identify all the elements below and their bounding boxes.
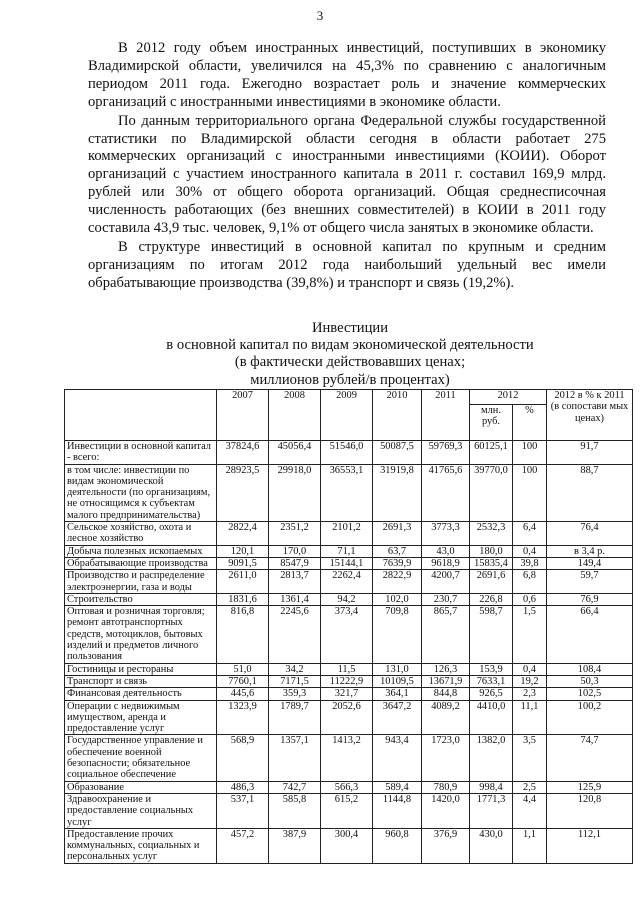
table-cell: 4089,2 <box>422 700 470 735</box>
table-cell: 943,4 <box>373 735 422 781</box>
table-cell: 1420,0 <box>422 793 470 828</box>
table-cell: 102,5 <box>547 688 633 700</box>
page-number: 3 <box>316 8 324 23</box>
table-cell: 15144,1 <box>321 557 373 569</box>
table-cell: 120,8 <box>547 793 633 828</box>
row-label: Сельское хозяйство, охота и лесное хозяйство <box>65 522 217 546</box>
table-row <box>65 593 633 605</box>
table-cell: 2822,9 <box>373 570 422 594</box>
table-cell: 7171,5 <box>269 675 321 687</box>
row-label: Добыча полезных ископаемых <box>65 545 217 557</box>
table-cell: 66,4 <box>547 606 633 663</box>
table-row <box>65 700 633 735</box>
table-cell: 3773,3 <box>422 522 470 546</box>
row-label: Предоставление прочих коммунальных, социальных и персональных услуг <box>65 828 217 863</box>
table-cell: 1144,8 <box>373 793 422 828</box>
table-cell: 11,1 <box>513 700 547 735</box>
investment-table <box>64 389 633 864</box>
header-percent: % <box>513 405 547 441</box>
row-label: Оптовая и розничная торговля; ремонт автотранспортных средств, мотоциклов, бытовых изделий и предметов личного пользования <box>65 606 217 663</box>
table-cell: 1382,0 <box>470 735 513 781</box>
caption-line: Инвестиции <box>311 320 389 336</box>
table-row <box>65 557 633 569</box>
table-cell: 585,8 <box>269 793 321 828</box>
table-cell: 29918,0 <box>269 464 321 521</box>
row-label: Финансовая деятельность <box>65 688 217 700</box>
table-row <box>65 781 633 793</box>
table-cell: 568,9 <box>217 735 269 781</box>
table-cell: 2052,6 <box>321 700 373 735</box>
table-cell: 300,4 <box>321 828 373 863</box>
table-cell: 94,2 <box>321 593 373 605</box>
table-cell: 1361,4 <box>269 593 321 605</box>
table-cell: 1,5 <box>513 606 547 663</box>
row-label: Производство и распределение электроэнергии, газа и воды <box>65 570 217 594</box>
table-cell: 226,8 <box>470 593 513 605</box>
table-cell: 15835,4 <box>470 557 513 569</box>
table-cell: 1323,9 <box>217 700 269 735</box>
table-body <box>65 441 633 864</box>
table-cell: 1357,1 <box>269 735 321 781</box>
table-cell: 387,9 <box>269 828 321 863</box>
row-label: Здравоохранение и предоставление социальных услуг <box>65 793 217 828</box>
header-2009: 2009 <box>321 390 373 441</box>
body-text <box>88 40 606 294</box>
table-cell: 13671,9 <box>422 675 470 687</box>
table-cell: 41765,6 <box>422 464 470 521</box>
table-cell: 709,8 <box>373 606 422 663</box>
table-cell: 2101,2 <box>321 522 373 546</box>
table-cell: 1771,3 <box>470 793 513 828</box>
table-row <box>65 663 633 675</box>
table-cell: 1723,0 <box>422 735 470 781</box>
table-cell: 63,7 <box>373 545 422 557</box>
header-2008: 2008 <box>269 390 321 441</box>
table-cell: 9618,9 <box>422 557 470 569</box>
table-cell: 1789,7 <box>269 700 321 735</box>
table-caption <box>60 320 640 389</box>
table-row <box>65 828 633 863</box>
table-cell: 376,9 <box>422 828 470 863</box>
table-cell: 51546,0 <box>321 441 373 465</box>
header-empty-cell <box>65 390 217 441</box>
table-cell: 2,3 <box>513 688 547 700</box>
table-cell: 71,1 <box>321 545 373 557</box>
table-cell: 50087,5 <box>373 441 422 465</box>
row-label: Операции с недвижимым имуществом, аренда и предоставление услуг <box>65 700 217 735</box>
table-cell: 45056,4 <box>269 441 321 465</box>
table-row <box>65 606 633 663</box>
table-cell: 19,2 <box>513 675 547 687</box>
table-cell: 4410,0 <box>470 700 513 735</box>
table-cell: 34,2 <box>269 663 321 675</box>
row-label: Обрабатывающие производства <box>65 557 217 569</box>
header-2007: 2007 <box>217 390 269 441</box>
row-label: Строительство <box>65 593 217 605</box>
table-cell: 998,4 <box>470 781 513 793</box>
header-2011: 2011 <box>422 390 470 441</box>
table-row <box>65 570 633 594</box>
table-cell: 36553,1 <box>321 464 373 521</box>
table-cell: 445,6 <box>217 688 269 700</box>
table-cell: 100,2 <box>547 700 633 735</box>
table-cell: 51,0 <box>217 663 269 675</box>
table-cell: 31919,8 <box>373 464 422 521</box>
paragraph-foreign-investment: В 2012 году объем иностранных инвестиций, поступивших в экономику Владимирской области, увеличился на 45,3% по сравнению с аналогичным периодом 2011 года. Ежегодно возрастает роль и значение коммерческих организаций с иностранными инвестициями в экономике области. <box>88 40 606 110</box>
table-cell: 102,0 <box>373 593 422 605</box>
paragraph-structure: В структуре инвестиций в основной капитал по крупным и средним организациям по итогам 2012 года наибольший удельный вес имели обрабатывающие производства (39,8%) и транспорт и связь (19,2%). <box>88 238 606 291</box>
table-cell: 1413,2 <box>321 735 373 781</box>
table-cell: 926,5 <box>470 688 513 700</box>
table-cell: 373,4 <box>321 606 373 663</box>
table-cell: 0,4 <box>513 545 547 557</box>
table-cell: 28923,5 <box>217 464 269 521</box>
table-cell: 88,7 <box>547 464 633 521</box>
table-cell: 742,7 <box>269 781 321 793</box>
header-ratio: 2012 в % к 2011 (в сопостави мых ценах) <box>547 390 633 441</box>
table-cell: 108,4 <box>547 663 633 675</box>
table-cell: 74,7 <box>547 735 633 781</box>
table-cell: 8547,9 <box>269 557 321 569</box>
table-row <box>65 464 633 521</box>
table-cell: 2532,3 <box>470 522 513 546</box>
table-cell: 359,3 <box>269 688 321 700</box>
table-cell: 4,4 <box>513 793 547 828</box>
table-cell: 153,9 <box>470 663 513 675</box>
table-cell: 0,6 <box>513 593 547 605</box>
table-cell: 6,8 <box>513 570 547 594</box>
table-row <box>65 675 633 687</box>
table-cell: 615,2 <box>321 793 373 828</box>
row-label: Образование <box>65 781 217 793</box>
table-cell: 180,0 <box>470 545 513 557</box>
table-row <box>65 735 633 781</box>
table-cell: 430,0 <box>470 828 513 863</box>
table-cell: 364,1 <box>373 688 422 700</box>
table-cell: 37824,6 <box>217 441 269 465</box>
table-cell: 10109,5 <box>373 675 422 687</box>
table-cell: 2245,6 <box>269 606 321 663</box>
table-cell: 76,9 <box>547 593 633 605</box>
table-cell: 1831,6 <box>217 593 269 605</box>
table-cell: 126,3 <box>422 663 470 675</box>
table-cell: 100 <box>513 441 547 465</box>
table-cell: 844,8 <box>422 688 470 700</box>
table-cell: 6,4 <box>513 522 547 546</box>
table-cell: в 3,4 р. <box>547 545 633 557</box>
header-2012: 2012 <box>470 390 547 405</box>
table-cell: 50,3 <box>547 675 633 687</box>
table-cell: 7760,1 <box>217 675 269 687</box>
table-row <box>65 688 633 700</box>
row-label: в том числе: инвестиции по видам экономической деятельности (по организациям, не относящимся к субъектам малого предпринимательства) <box>65 464 217 521</box>
table-cell: 7639,9 <box>373 557 422 569</box>
table-cell: 149,4 <box>547 557 633 569</box>
row-label: Транспорт и связь <box>65 675 217 687</box>
table-cell: 2262,4 <box>321 570 373 594</box>
table-cell: 76,4 <box>547 522 633 546</box>
table-cell: 780,9 <box>422 781 470 793</box>
table-cell: 120,1 <box>217 545 269 557</box>
table-cell: 2,5 <box>513 781 547 793</box>
table-cell: 566,3 <box>321 781 373 793</box>
table-cell: 4200,7 <box>422 570 470 594</box>
table-cell: 39,8 <box>513 557 547 569</box>
table-cell: 0,4 <box>513 663 547 675</box>
table-cell: 11,5 <box>321 663 373 675</box>
row-label: Государственное управление и обеспечение военной безопасности; обязательное социальное обеспечение <box>65 735 217 781</box>
table-cell: 39770,0 <box>470 464 513 521</box>
table-cell: 3647,2 <box>373 700 422 735</box>
table-cell: 960,8 <box>373 828 422 863</box>
table-cell: 2351,2 <box>269 522 321 546</box>
caption-line: (в фактически действовавших ценах; <box>234 354 466 371</box>
table-cell: 457,2 <box>217 828 269 863</box>
table-cell: 2813,7 <box>269 570 321 594</box>
table-cell: 131,0 <box>373 663 422 675</box>
row-label: Инвестиции в основной капитал - всего: <box>65 441 217 465</box>
table-cell: 2691,6 <box>470 570 513 594</box>
table-cell: 3,5 <box>513 735 547 781</box>
table-cell: 125,9 <box>547 781 633 793</box>
table-cell: 321,7 <box>321 688 373 700</box>
table-cell: 230,7 <box>422 593 470 605</box>
table-cell: 43,0 <box>422 545 470 557</box>
table-cell: 598,7 <box>470 606 513 663</box>
paragraph-statistics: По данным территориального органа Федеральной службы государственной статистики по Владимирской области сегодня в области работает 275 коммерческих организаций с иностранными инвестициями (КОИИ). Оборот организаций с участием иностранного капитала в 2011 г. составил 169,9 млрд. рублей или 30% от общего оборота организаций. Общая среднесписочная численность работающих (без внешних совместителей) в КОИИ в 2011 году составила 43,9 тыс. человек, 9,1% от общего числа занятых в экономике области. <box>88 112 606 237</box>
table-cell: 1,1 <box>513 828 547 863</box>
row-label: Гостиницы и рестораны <box>65 663 217 675</box>
table-row <box>65 793 633 828</box>
table-cell: 9091,5 <box>217 557 269 569</box>
caption-line: миллионов рублей/в процентах) <box>250 371 450 388</box>
table-cell: 2611,0 <box>217 570 269 594</box>
table-cell: 589,4 <box>373 781 422 793</box>
table-row <box>65 441 633 465</box>
table-cell: 11222,9 <box>321 675 373 687</box>
caption-line: в основной капитал по видам экономической деятельности <box>166 337 534 354</box>
table-row <box>65 522 633 546</box>
table-cell: 59769,3 <box>422 441 470 465</box>
table-cell: 7633,1 <box>470 675 513 687</box>
table-cell: 59,7 <box>547 570 633 594</box>
table-cell: 112,1 <box>547 828 633 863</box>
table-cell: 170,0 <box>269 545 321 557</box>
table-cell: 91,7 <box>547 441 633 465</box>
table-cell: 2822,4 <box>217 522 269 546</box>
table-row <box>65 545 633 557</box>
table-cell: 60125,1 <box>470 441 513 465</box>
table-cell: 100 <box>513 464 547 521</box>
table-cell: 865,7 <box>422 606 470 663</box>
table-cell: 537,1 <box>217 793 269 828</box>
table-cell: 816,8 <box>217 606 269 663</box>
table-cell: 486,3 <box>217 781 269 793</box>
header-mln-rub: млн. руб. <box>470 405 513 441</box>
header-2010: 2010 <box>373 390 422 441</box>
table-cell: 2691,3 <box>373 522 422 546</box>
